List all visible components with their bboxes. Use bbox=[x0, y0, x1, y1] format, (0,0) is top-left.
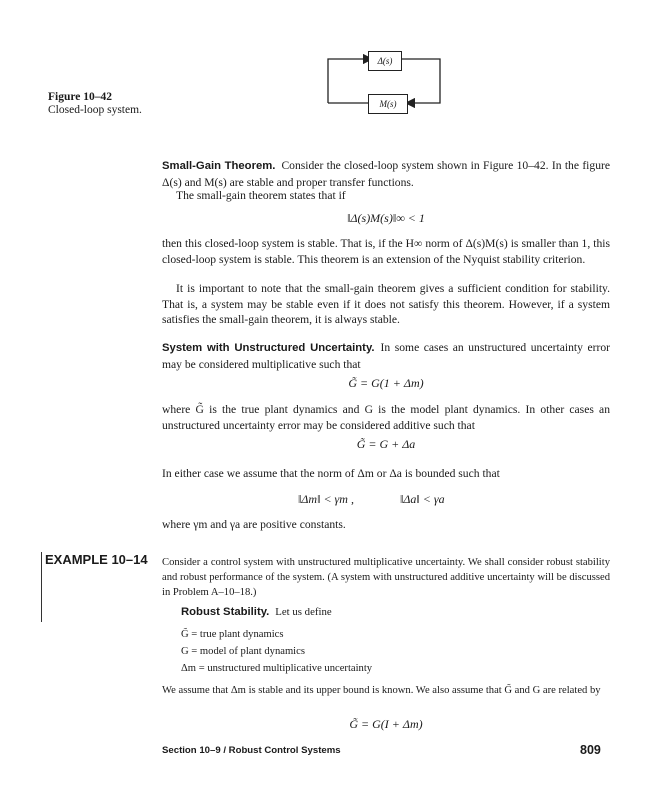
example-margin-bar bbox=[41, 552, 42, 622]
page-number: 809 bbox=[580, 743, 601, 757]
example-label: EXAMPLE 10–14 bbox=[45, 552, 148, 567]
uncertainty-intro: In some cases an unstructured uncertainty error may be considered multiplicative such that bbox=[162, 341, 610, 371]
definition-true-plant: G̃ = true plant dynamics bbox=[181, 629, 284, 640]
small-gain-equation: ‖Δ(s)M(s)‖∞ < 1 bbox=[347, 211, 425, 225]
norm-bound-text: In either case we assume that the norm of Δm or Δa is bounded such that bbox=[162, 467, 500, 480]
small-gain-heading: Small-Gain Theorem. bbox=[162, 160, 276, 172]
figure-title: Figure 10–42 bbox=[48, 91, 112, 103]
delta-block-label: Δ(s) bbox=[377, 56, 393, 66]
positive-constants-text: where γm and γa are positive constants. bbox=[162, 518, 346, 531]
example-assumption: We assume that Δm is stable and its upper bound is known. We also assume that G̃ and G are related by bbox=[162, 685, 601, 696]
small-gain-paragraph bbox=[162, 158, 610, 190]
example-intro: Consider a control system with unstructured multiplicative uncertainty. We shall consider robust stability and robust performance of the system. (A system with unstructured additive uncertainty will be discussed in Problem A–10–18.) bbox=[162, 557, 610, 598]
m-block bbox=[368, 94, 408, 114]
bound-equation-a: ‖Δa‖ < γa bbox=[400, 492, 445, 506]
delta-block bbox=[368, 51, 402, 71]
robust-stability-heading: Robust Stability. bbox=[181, 606, 270, 618]
small-gain-intro: Consider the closed-loop system shown in Figure 10–42. In the figure Δ(s) and M(s) are stable and proper transfer functions. bbox=[162, 159, 610, 189]
robust-stability-tail: Let us define bbox=[275, 606, 332, 618]
m-block-label: M(s) bbox=[379, 99, 397, 109]
small-gain-conclusion: then this closed-loop system is stable. That is, if the H∞ norm of Δ(s)M(s) is smaller than 1, this closed-loop system is stable. This theorem is an extension of the Nyquist stability criterion. bbox=[162, 237, 610, 266]
top-feed-line bbox=[328, 59, 372, 103]
example-equation: G̃ = G(I + Δm) bbox=[349, 717, 423, 731]
uncertainty-heading: System with Unstructured Uncertainty. bbox=[162, 342, 375, 354]
small-gain-statement: The small-gain theorem states that if bbox=[176, 189, 346, 202]
definition-uncertainty: Δm = unstructured multiplicative uncertainty bbox=[181, 663, 373, 674]
robust-stability-line bbox=[181, 606, 332, 618]
uncertainty-paragraph bbox=[162, 340, 610, 372]
additive-equation: G̃ = G + Δa bbox=[356, 437, 416, 451]
small-gain-note: It is important to note that the small-gain theorem gives a sufficient condition for stability. That is, a system may be stable even if it does not satisfy this theorem. However, if a system satisfies the small-gain theorem, it is always stable. bbox=[162, 282, 610, 326]
figure-caption: Closed-loop system. bbox=[48, 104, 142, 116]
uncertainty-additive-text: where G̃ is the true plant dynamics and G is the model plant dynamics. In other cases an unstructured uncertainty error may be considered additive such that bbox=[162, 403, 610, 432]
definition-model-plant: G = model of plant dynamics bbox=[181, 646, 305, 657]
bound-equation-m: ‖Δm‖ < γm , bbox=[298, 492, 354, 506]
multiplicative-equation: G̃ = G(1 + Δm) bbox=[348, 376, 424, 390]
running-footer: Section 10–9 / Robust Control Systems bbox=[162, 745, 341, 756]
